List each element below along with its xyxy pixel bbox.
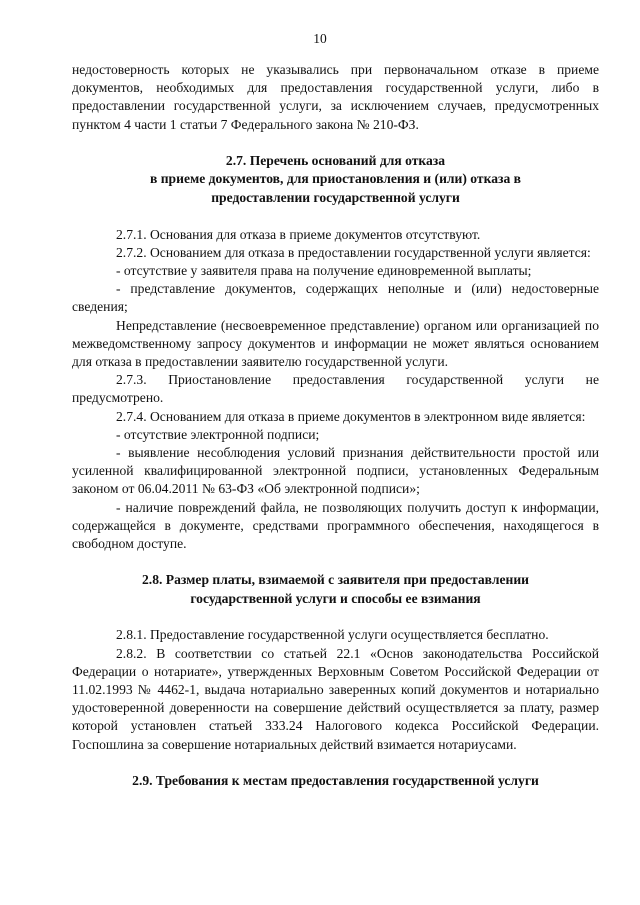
section-heading-line: 2.8. Размер платы, взимаемой с заявителя при предоставлении — [142, 572, 529, 588]
document-body — [72, 61, 599, 790]
paragraph: Непредставление (несвоевременное представление) органом или организацией по межведомственному запросу документов и информации не может являться основанием для отказа в предоставлении заявителю государственной услуги. — [72, 317, 599, 370]
spacer — [72, 608, 599, 626]
clause-2-7-3: 2.7.3. Приостановление предоставления государственной услуги не предусмотрено. — [72, 372, 599, 406]
section-heading-line: 2.7. Перечень оснований для отказа — [225, 152, 446, 168]
section-heading-line: 2.9. Требования к местам предоставления государственной услуги — [132, 772, 539, 788]
section-2-7-body — [72, 226, 599, 554]
clause-2-7-1: 2.7.1. Основания для отказа в приеме документов отсутствуют. — [116, 226, 481, 242]
page-number: 10 — [313, 31, 327, 46]
list-item: - представление документов, содержащих неполные и (или) недостоверные сведения; — [72, 281, 599, 315]
section-heading-line: в приеме документов, для приостановления и (или) отказа в — [149, 171, 521, 187]
spacer — [72, 208, 599, 226]
clause-2-8-2: 2.8.2. В соответствии со статьей 22.1 «Основ законодательства Российской Федерации о нотариате», утвержденных Верховным Советом Российской Федерации от 11.02.1993 № 4462-1, выдача нотариально заверенных копий документов и нотариально удостоверенной доверенности на совершение действий осуществляется за плату, размер которой установлен статьей 333.24 Налогового кодекса Российской Федерации. Госпошлина за совершение нотариальных действий взимается нотариусами. — [72, 645, 599, 752]
list-item: - наличие повреждений файла, не позволяющих получить доступ к информации, содержащейся в документе, средствами программного обеспечения, находящегося в свободном доступе. — [72, 499, 599, 552]
section-heading-line: государственной услуги и способы ее взимания — [190, 590, 481, 606]
section-2-8-body — [72, 626, 599, 753]
section-2-7-heading — [72, 152, 599, 208]
spacer — [72, 553, 599, 571]
list-item: - отсутствие электронной подписи; — [116, 426, 320, 442]
clause-2-7-4: 2.7.4. Основанием для отказа в приеме документов в электронном виде является: — [116, 408, 586, 424]
list-item: - отсутствие у заявителя права на получение единовременной выплаты; — [116, 263, 532, 278]
spacer — [72, 754, 599, 772]
section-2-8-heading — [72, 571, 599, 608]
clause-2-7-2: 2.7.2. Основанием для отказа в предоставлении государственной услуги является: — [116, 244, 591, 260]
clause-2-8-1: 2.8.1. Предоставление государственной услуги осуществляется бесплатно. — [116, 627, 549, 643]
spacer — [72, 134, 599, 152]
section-heading-line: предоставлении государственной услуги — [211, 190, 460, 205]
list-item: - выявление несоблюдения условий признания действительности простой или усиленной квалифицированной электронной подписи, установленных Федеральным законом от 06.04.2011 № 63-ФЗ «Об электронной подписи»; — [72, 445, 599, 497]
section-2-9-heading — [72, 772, 599, 791]
intro-paragraph: недостоверность которых не указывались при первоначальном отказе в приеме документов, необходимых для предоставления государственной услуги, либо в предоставлении государственной услуги, за исключением случаев, предусмотренных пунктом 4 части 1 статьи 7 Федерального закона № 210-ФЗ. — [72, 62, 599, 132]
